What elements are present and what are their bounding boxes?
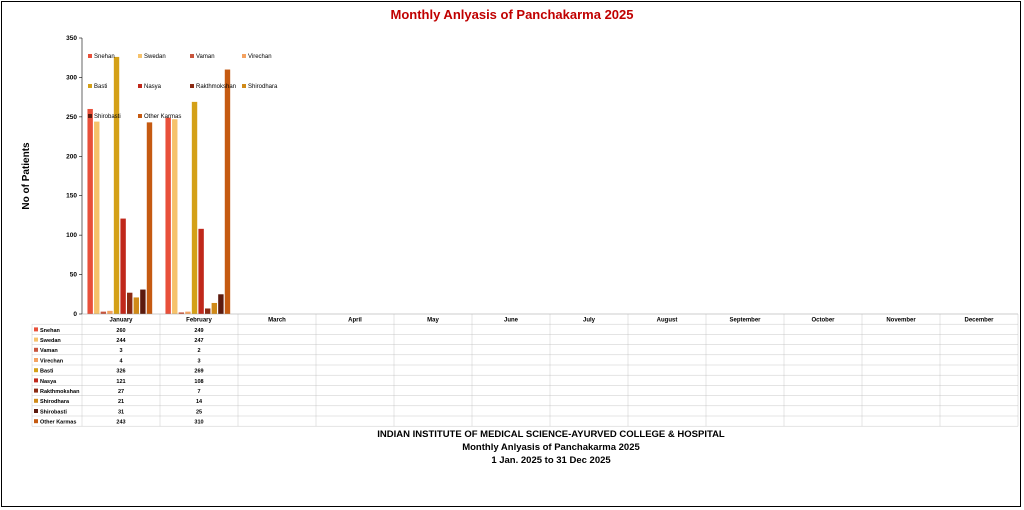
bar <box>172 119 177 314</box>
x-category-label: August <box>656 317 678 324</box>
legend-label: Nasya <box>144 84 162 90</box>
table-row-label: Other Karmas <box>40 419 77 426</box>
y-axis-label: No of Patients <box>21 142 32 210</box>
x-category-label: November <box>886 317 916 324</box>
bar <box>114 57 119 314</box>
data-label: 31 <box>117 409 125 416</box>
legend-label: Vaman <box>196 54 215 60</box>
y-tick-label: 200 <box>66 153 77 161</box>
data-label: 27 <box>117 389 125 395</box>
x-category-label: December <box>964 317 994 324</box>
table-row-label: Snehan <box>40 327 60 334</box>
table-row-swatch <box>34 338 38 342</box>
x-category-label: May <box>427 317 439 324</box>
legend-label: Basti <box>94 84 108 90</box>
y-tick-label: 350 <box>66 35 77 42</box>
bar <box>127 293 132 314</box>
footer-institute: INDIAN INSTITUTE OF MEDICAL SCIENCE-AYURVED COLLEGE & HOSPITAL <box>377 429 725 440</box>
bar <box>192 102 197 314</box>
data-label: 4 <box>119 358 123 365</box>
data-label: 243 <box>116 419 126 426</box>
y-tick-label: 0 <box>73 311 77 318</box>
legend-label: Shirobasti <box>94 114 121 120</box>
bar <box>165 118 170 314</box>
x-category-label: September <box>729 317 761 324</box>
table-row-swatch <box>34 419 38 423</box>
legend-swatch <box>138 84 142 88</box>
bar <box>134 297 139 314</box>
data-label: 310 <box>194 419 204 426</box>
bar <box>218 294 223 314</box>
chart-title: Monthly Anlyasis of Panchakarma 2025 <box>390 7 634 22</box>
legend-swatch <box>88 84 92 88</box>
y-tick-label: 250 <box>66 113 77 121</box>
bar <box>205 308 210 314</box>
table-row-label: Shirobasti <box>40 409 67 416</box>
bar <box>94 122 99 314</box>
bar <box>87 109 92 314</box>
table-row-swatch <box>34 378 38 382</box>
data-label: 247 <box>194 338 204 344</box>
table-row-swatch <box>34 409 38 413</box>
x-category-label: October <box>811 317 835 324</box>
y-tick-label: 150 <box>66 192 77 200</box>
x-category-label: January <box>109 317 133 324</box>
x-category-label: April <box>348 317 362 324</box>
table-row-swatch <box>34 399 38 403</box>
data-label: 14 <box>195 399 203 406</box>
data-label: 21 <box>117 399 125 406</box>
legend-swatch <box>190 84 194 88</box>
bar <box>198 229 203 314</box>
bar <box>101 312 106 314</box>
bar <box>147 122 152 314</box>
bar <box>185 312 190 314</box>
legend-swatch <box>138 54 142 58</box>
y-tick-label: 50 <box>69 271 77 279</box>
legend-label: Virechan <box>248 54 272 60</box>
table-row-label: Nasya <box>40 378 57 385</box>
data-label: 3 <box>197 358 201 365</box>
x-category-label: February <box>186 317 212 324</box>
table-row-label: Swedan <box>40 338 61 344</box>
table-row-swatch <box>34 368 38 372</box>
legend-label: Other Karmas <box>144 114 182 120</box>
table-row-swatch <box>34 348 38 352</box>
legend-swatch <box>190 54 194 58</box>
legend-label: Rakthmokshan <box>196 84 237 90</box>
data-label: 3 <box>119 348 123 355</box>
legend-label: Swedan <box>144 54 166 60</box>
legend-swatch <box>88 54 92 58</box>
data-label: 121 <box>116 378 126 385</box>
data-label: 249 <box>194 327 204 334</box>
bar <box>120 219 125 314</box>
table-row-label: Vaman <box>40 348 58 355</box>
table-row-label: Virechan <box>40 358 64 365</box>
footer-subtitle: Monthly Anlyasis of Panchakarma 2025 <box>462 442 640 453</box>
bar <box>107 311 112 314</box>
legend-swatch <box>88 114 92 118</box>
x-category-label: March <box>268 317 286 324</box>
bar <box>212 303 217 314</box>
data-label: 260 <box>116 327 126 334</box>
x-category-label: July <box>582 317 596 324</box>
table-row-swatch <box>34 358 38 362</box>
y-tick-label: 100 <box>66 232 77 240</box>
legend-swatch <box>242 84 246 88</box>
data-label: 25 <box>195 409 203 416</box>
footer-date-range: 1 Jan. 2025 to 31 Dec 2025 <box>491 455 611 466</box>
data-label: 326 <box>116 368 126 375</box>
data-label: 244 <box>116 338 126 344</box>
legend-swatch <box>138 114 142 118</box>
y-tick-label: 300 <box>66 74 77 82</box>
x-category-label: June <box>503 317 519 324</box>
data-label: 2 <box>197 348 201 355</box>
table-row-label: Basti <box>40 368 54 375</box>
legend-label: Snehan <box>94 54 115 60</box>
table-row-label: Rakthmokshan <box>40 389 80 395</box>
legend-swatch <box>242 54 246 58</box>
bar <box>225 70 230 314</box>
table-row-swatch <box>34 327 38 331</box>
table-row-label: Shirodhara <box>40 399 70 406</box>
data-label: 7 <box>197 389 201 395</box>
legend-label: Shirodhara <box>248 84 278 90</box>
table-row-swatch <box>34 389 38 393</box>
bar <box>140 290 145 314</box>
data-label: 269 <box>194 368 204 375</box>
data-label: 108 <box>194 378 204 385</box>
